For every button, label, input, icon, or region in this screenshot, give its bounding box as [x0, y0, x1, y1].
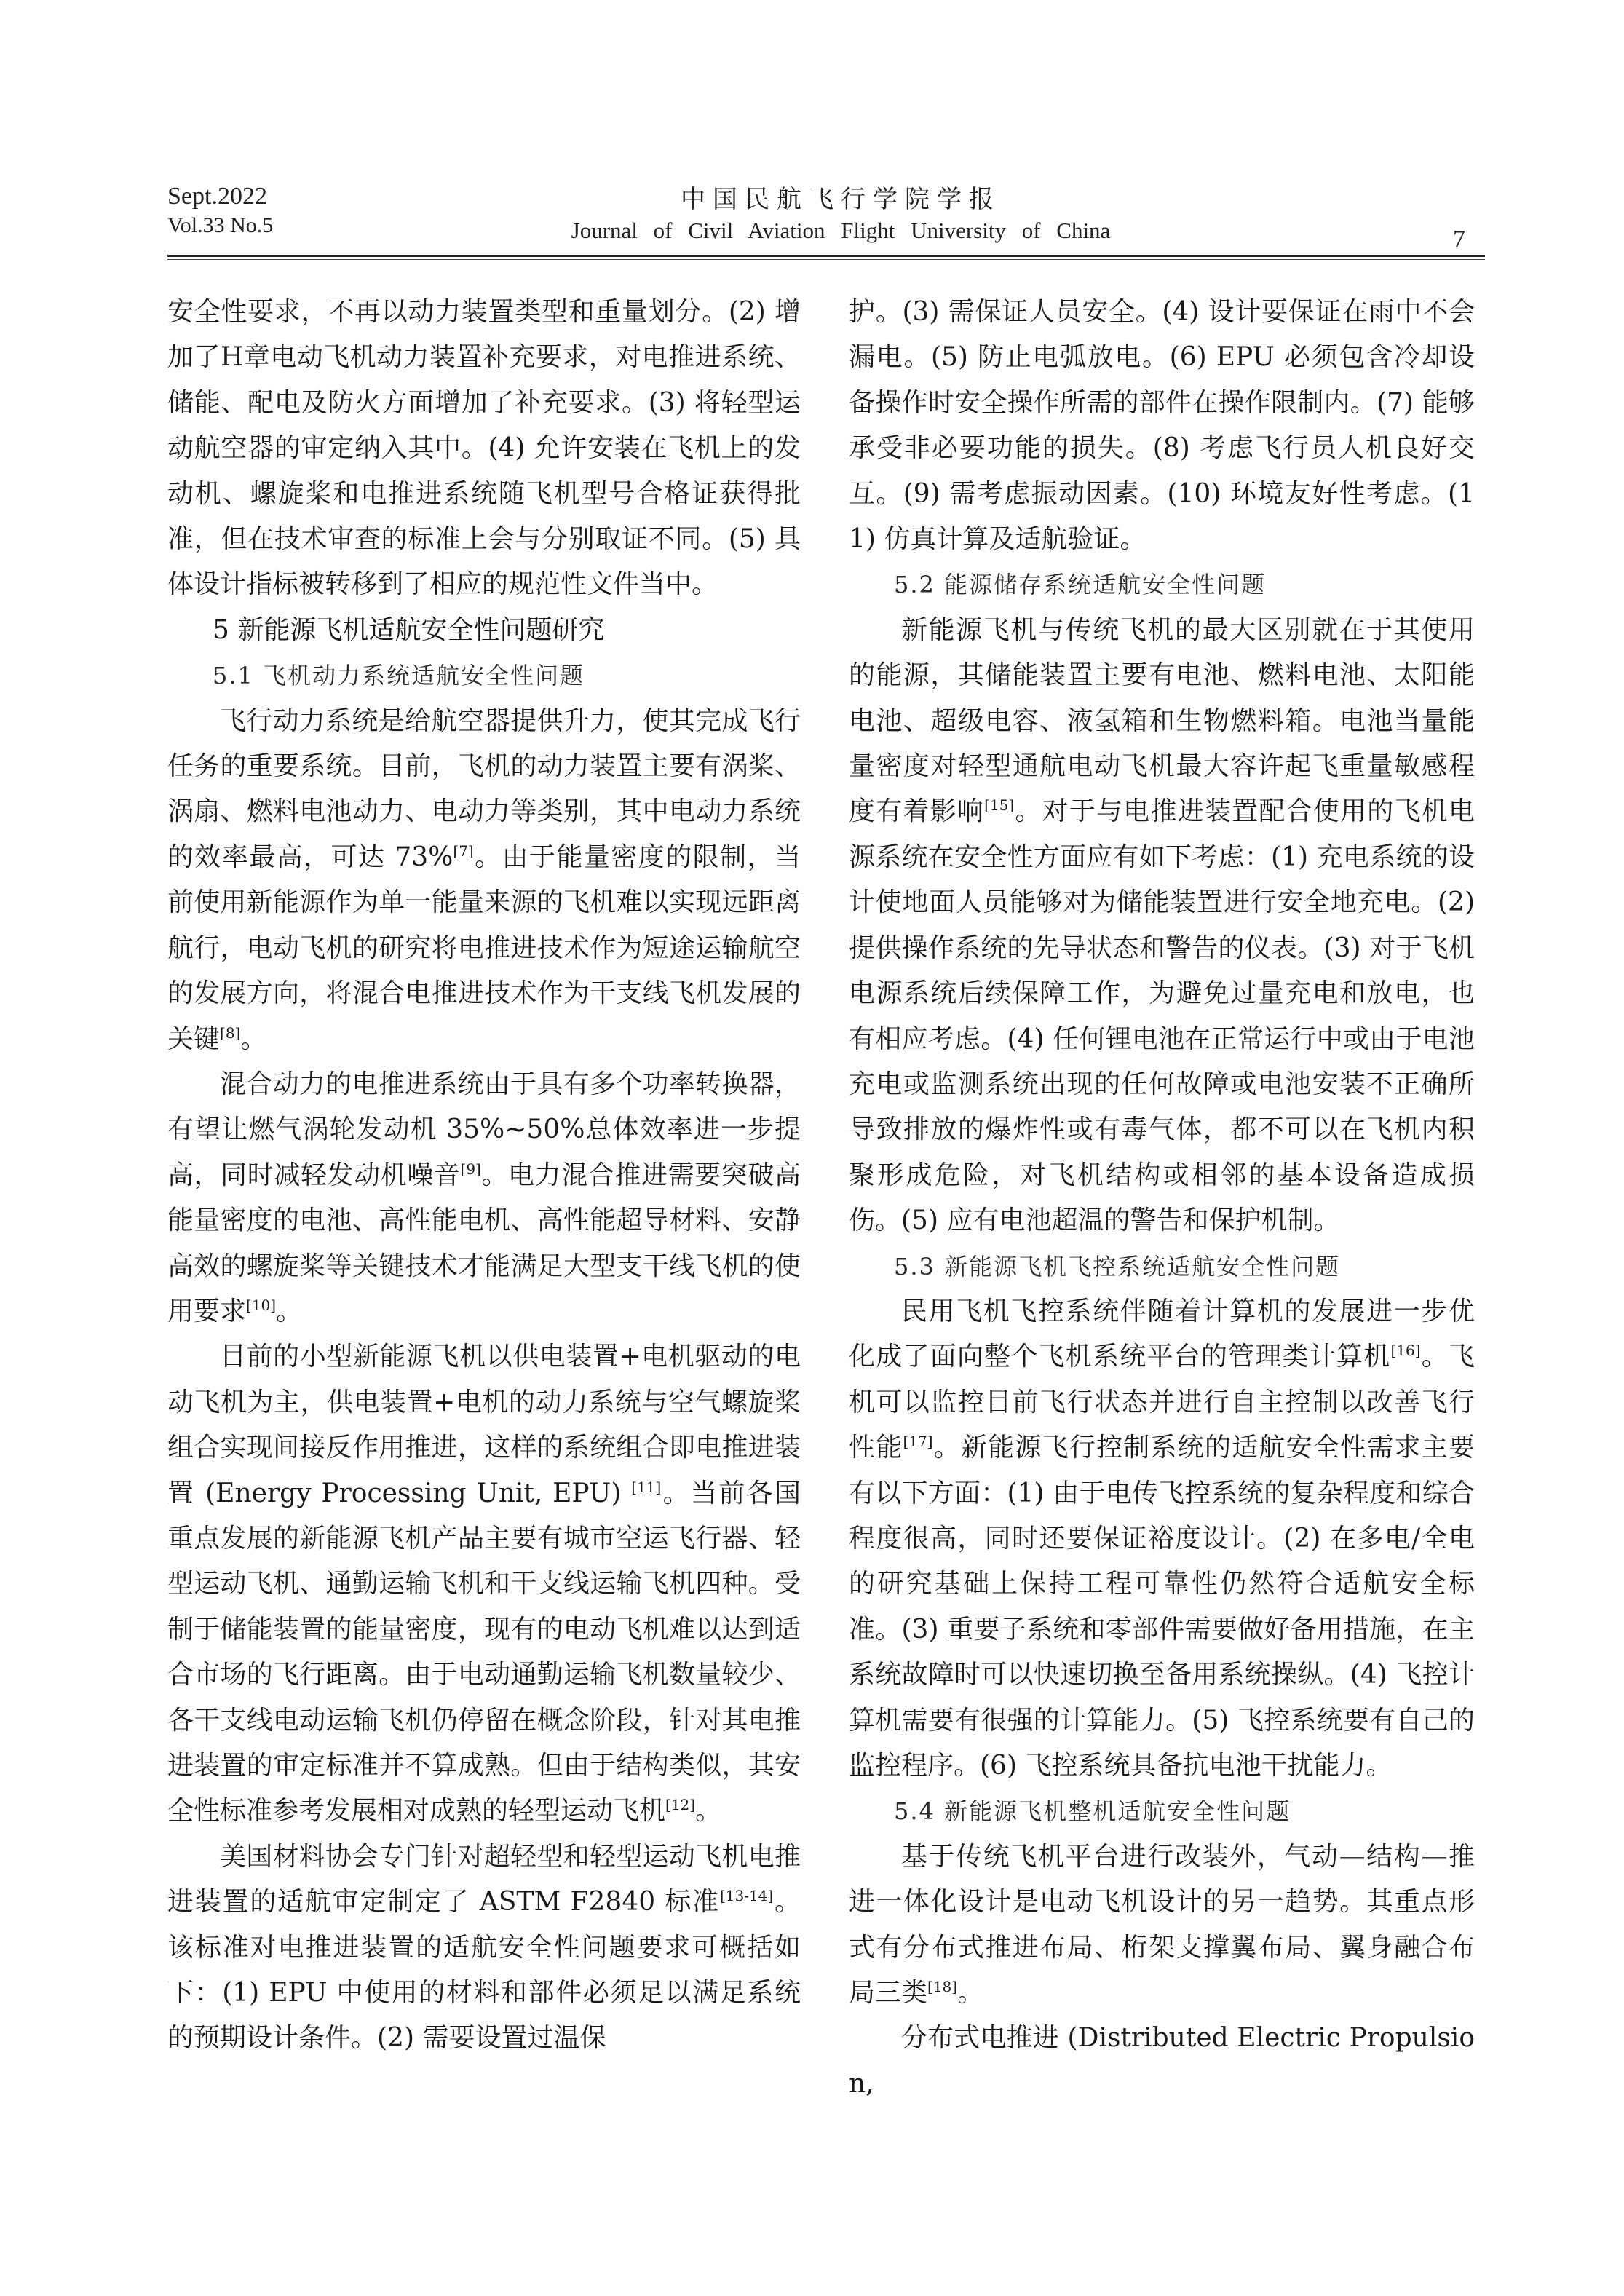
journal-title-en: Journal of Civil Aviation Flight University of China	[571, 218, 1111, 243]
header-journal-title	[466, 183, 1216, 246]
citation: [12]	[665, 1796, 696, 1814]
header-rule-thin	[167, 259, 1485, 260]
paragraph: 飞行动力系统是给航空器提供升力，使其完成飞行任务的重要系统。目前，飞机的动力装置主要有涡桨、涡扇、燃料电池动力、电动力等类别，其中电动力系统的效率最高，可达 73%[7]。由于能量密度的限制，当前使用新能源作为单一能量来源的飞机难以实现远距离航行，电动飞机的研究将电推进技术作为短途运输航空的发展方向，将混合电推进技术作为干支线飞机发展的关键[8]。	[167, 705, 801, 1054]
header-issue-info	[167, 182, 273, 240]
paragraph: 目前的小型新能源飞机以供电装置+电机驱动的电动飞机为主，供电装置+电机的动力系统与空气螺旋桨组合实现间接反作用推进，这样的系统组合即电推进装置 (Energy Processing Unit, EPU) [11]。当前各国重点发展的新能源飞机产品主要有城市空运飞行器、轻型运动飞机、通勤运输飞机和干支线运输飞机四种。受制于储能装置的能量密度，现有的电动飞机难以达到适合市场的飞行距离。由于电动通勤运输飞机数量较少、各干支线电动运输飞机仍停留在概念阶段，针对其电推进装置的审定标准并不算成熟。但由于结构类似，其安全性标准参考发展相对成熟的轻型运动飞机[12]。	[167, 1342, 801, 1826]
paragraph: 民用飞机飞控系统伴随着计算机的发展进一步优化成了面向整个飞机系统平台的管理类计算机[16]。飞机可以监控目前飞行状态并进行自主控制以改善飞行性能[17]。新能源飞行控制系统的适航安全性需求主要有以下方面：(1) 由于电传飞控系统的复杂程度和综合程度很高，同时还要保证裕度设计。(2) 在多电/全电的研究基础上保持工程可靠性仍然符合适航安全标准。(3) 重要子系统和零部件需要做好备用措施，在主系统故障时可以快速切换至备用系统操纵。(4) 飞控计算机需要有很强的计算能力。(5) 飞控系统要有自己的监控程序。(6) 飞控系统具备抗电池干扰能力。	[849, 1296, 1475, 1781]
journal-title-cn: 中国民航飞行学院学报	[681, 185, 1001, 214]
citation: [10]	[246, 1296, 277, 1314]
citation: [11]	[631, 1478, 662, 1496]
right-column	[849, 290, 1475, 2107]
paragraph: 护。(3) 需保证人员安全。(4) 设计要保证在雨中不会漏电。(5) 防止电弧放电。(6) EPU 必须包含冷却设备操作时安全操作所需的部件在操作限制内。(7) 能够承受非必要功能的损失。(8) 考虑飞行员人机良好交互。(9) 需考虑振动因素。(10) 环境友好性考虑。(11) 仿真计算及适航验证。	[849, 297, 1475, 555]
citation: [16]	[1390, 1342, 1421, 1360]
paragraph: 混合动力的电推进系统由于具有多个功率转换器，有望让燃气涡轮发动机 35%~50%总体效率进一步提高，同时减轻发动机噪音[9]。电力混合推进需要突破高能量密度的电池、高性能电机、高性能超导材料、安静高效的螺旋桨等关键技术才能满足大型支干线飞机的使用要求[10]。	[167, 1069, 801, 1326]
page-number: 7	[1453, 226, 1465, 253]
header-rule	[167, 255, 1485, 257]
left-column	[167, 290, 801, 2062]
paragraph: 新能源飞机与传统飞机的最大区别就在于其使用的能源，其储能装置主要有电池、燃料电池、太阳能电池、超级电容、液氢箱和生物燃料箱。电池当量能量密度对轻型通航电动飞机最大容许起飞重量敏感程度有着影响[15]。对于与电推进装置配合使用的飞机电源系统在安全性方面应有如下考虑：(1) 充电系统的设计使地面人员能够对为储能装置进行安全地充电。(2) 提供操作系统的先导状态和警告的仪表。(3) 对于飞机电源系统后续保障工作，为避免过量充电和放电，也有相应考虑。(4) 任何锂电池在正常运行中或由于电池充电或监测系统出现的任何故障或电池安装不正确所导致排放的爆炸性或有毒气体，都不可以在飞机内积聚形成危险，对飞机结构或相邻的基本设备造成损伤。(5) 应有电池超温的警告和保护机制。	[849, 614, 1475, 1236]
subsection-heading: 5.2 能源储存系统适航安全性问题	[894, 571, 1267, 599]
paragraph: 安全性要求，不再以动力装置类型和重量划分。(2) 增加了H章电动飞机动力装置补充要求，对电推进系统、储能、配电及防火方面增加了补充要求。(3) 将轻型运动航空器的审定纳入其中。(4) 允许安装在飞机上的发动机、螺旋桨和电推进系统随飞机型号合格证获得批准，但在技术审查的标准上会与分别取证不同。(5) 具体设计指标被转移到了相应的规范性文件当中。	[167, 297, 801, 600]
citation: [13-14]	[719, 1887, 774, 1905]
subsection-heading: 5.3 新能源飞机飞控系统适航安全性问题	[894, 1252, 1341, 1280]
paragraph: 基于传统飞机平台进行改装外，气动—结构—推进一体化设计是电动飞机设计的另一趋势。其重点形式有分布式推进布局、桁架支撑翼布局、翼身融合布局三类[18]。	[849, 1841, 1475, 2008]
citation: [7]	[453, 842, 474, 860]
paragraph: 分布式电推进 (Distributed Electric Propulsion,	[849, 2023, 1475, 2099]
header-date: Sept.2022	[167, 183, 267, 210]
subsection-heading: 5.1 飞机动力系统适航安全性问题	[213, 662, 585, 690]
section-heading: 5 新能源飞机适航安全性问题研究	[213, 614, 605, 645]
citation: [9]	[460, 1160, 481, 1178]
citation: [15]	[984, 796, 1015, 815]
header-volume: Vol.33 No.5	[167, 213, 274, 237]
citation: [17]	[903, 1433, 933, 1451]
citation: [8]	[220, 1024, 241, 1042]
citation: [18]	[927, 1978, 958, 1996]
paragraph: 美国材料协会专门针对超轻型和轻型运动飞机电推进装置的适航审定制定了 ASTM F2840 标准[13-14]。该标准对电推进装置的适航安全性问题要求可概括如下：(1) EPU 中使用的材料和部件必须足以满足系统的预期设计条件。(2) 需要设置过温保	[167, 1841, 801, 2054]
subsection-heading: 5.4 新能源飞机整机适航安全性问题	[894, 1797, 1291, 1826]
